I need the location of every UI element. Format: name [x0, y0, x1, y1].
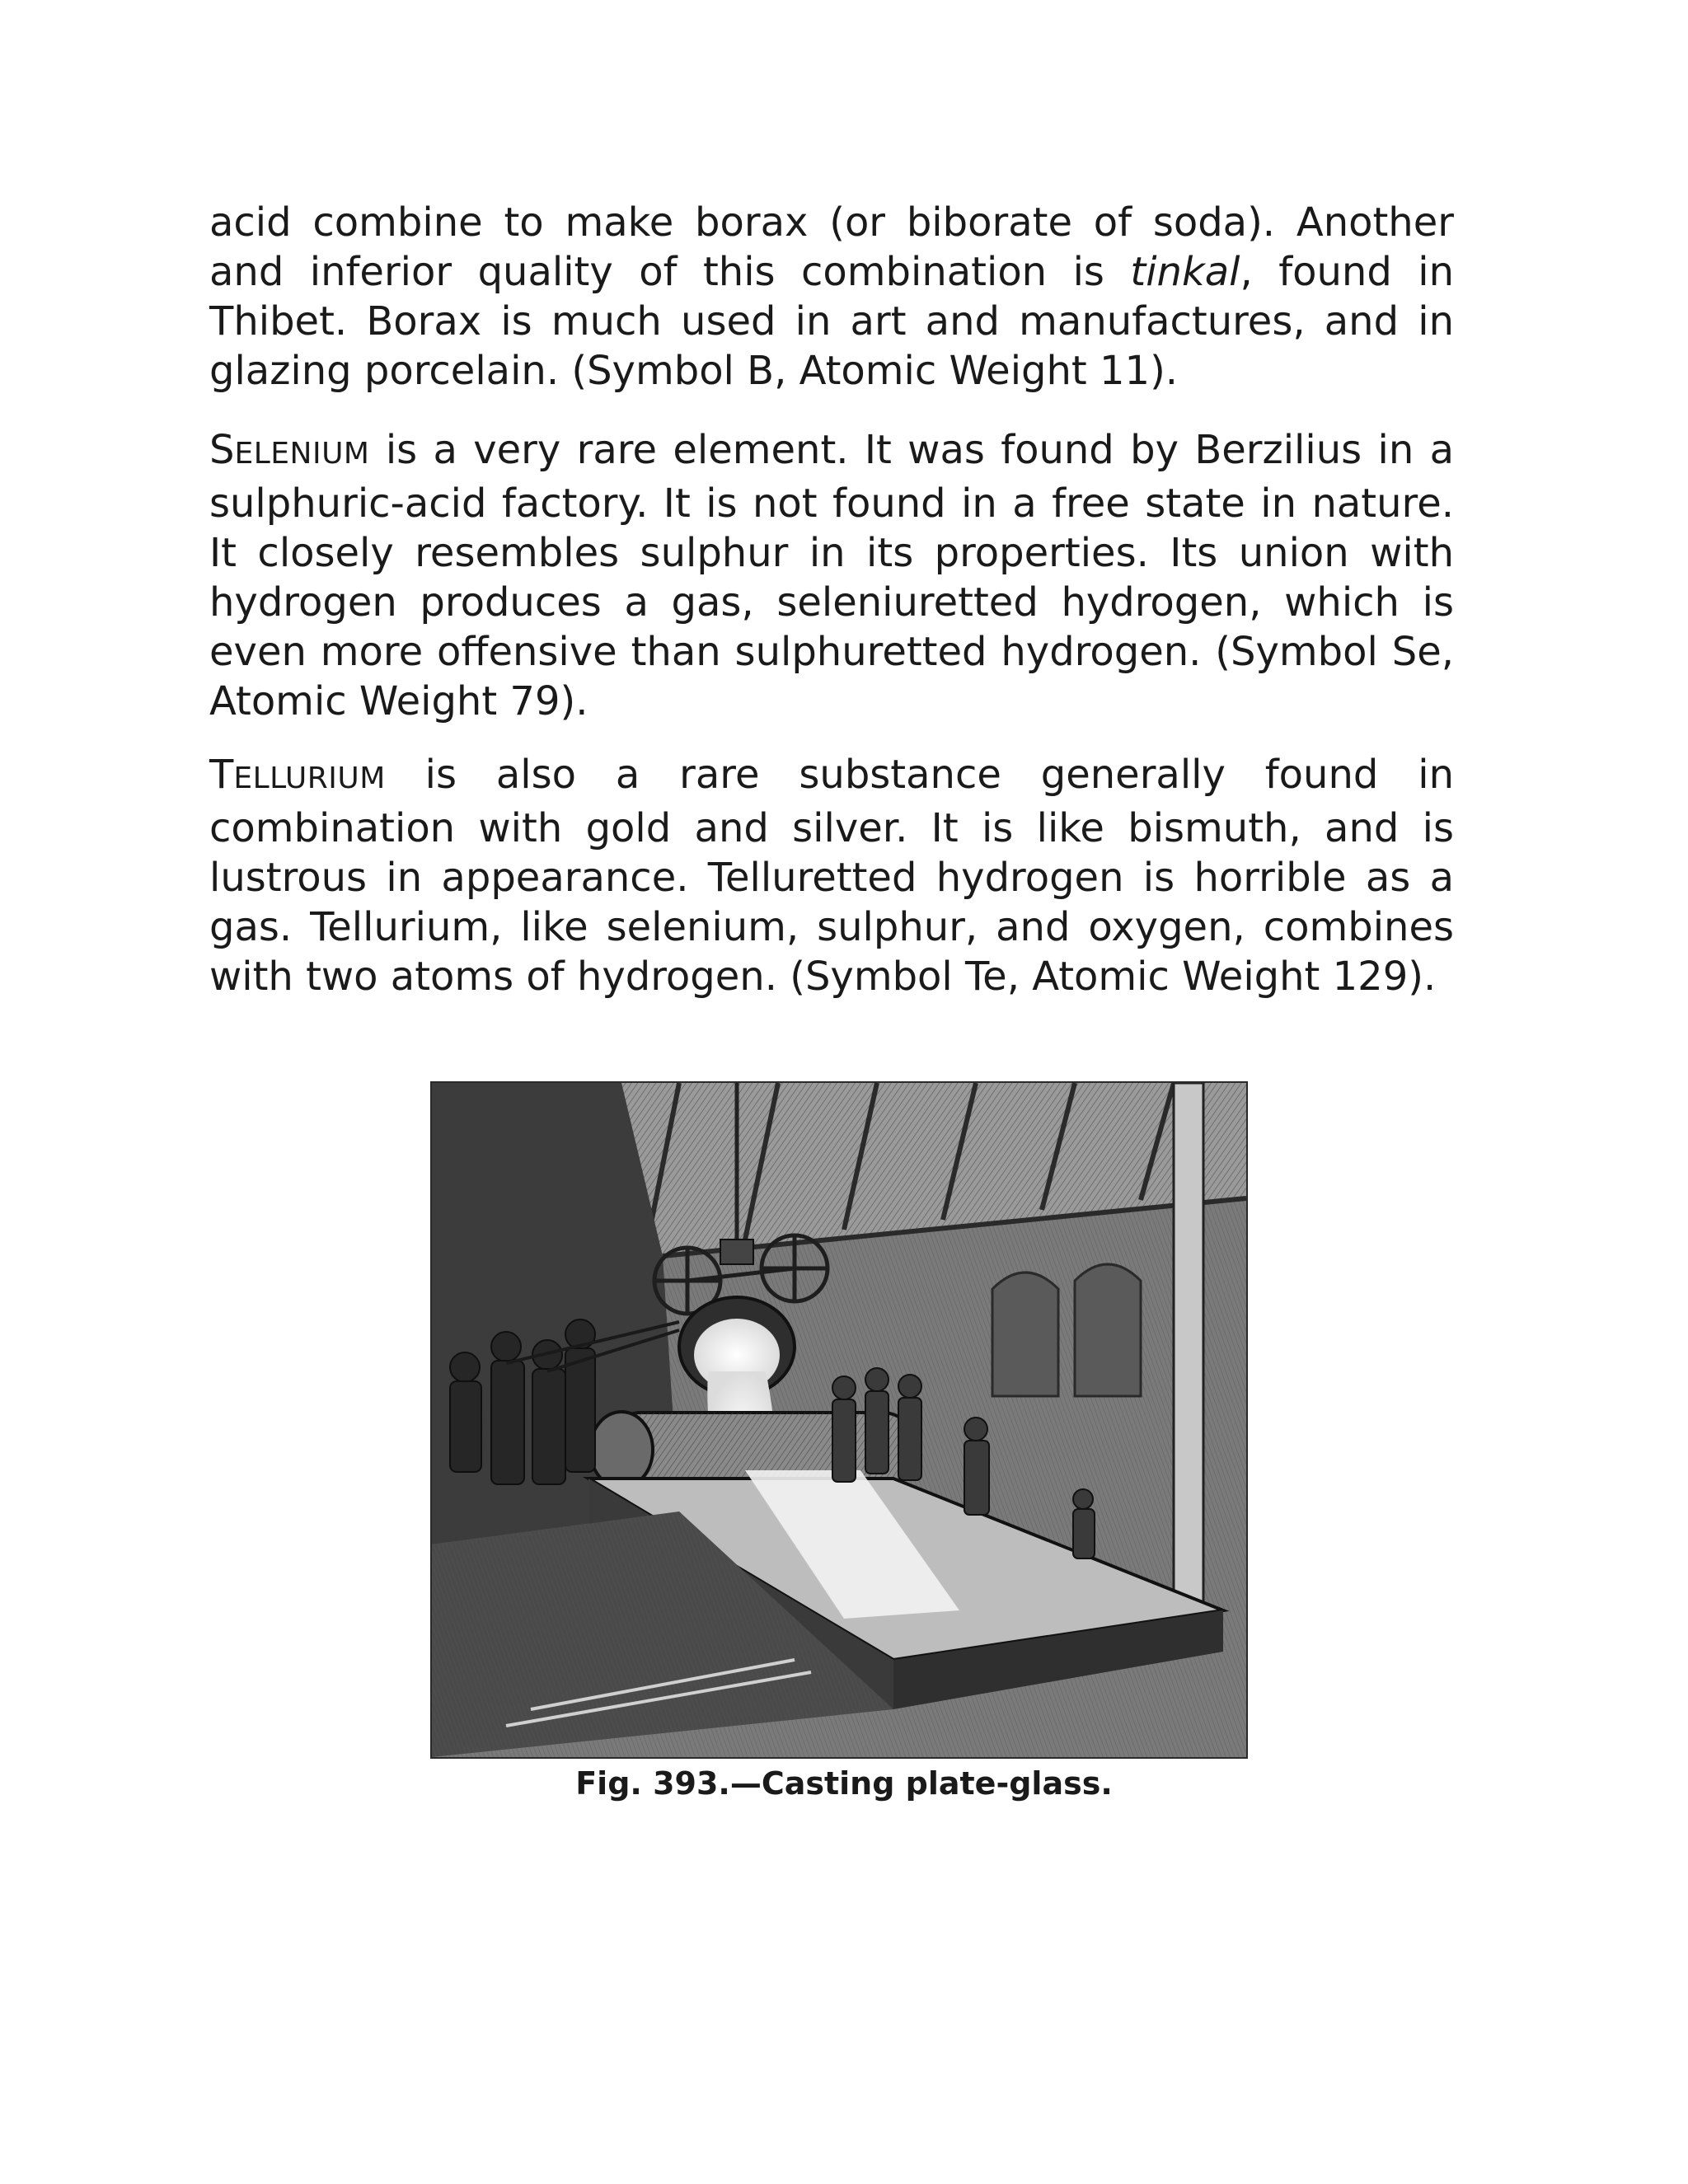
paragraph-borax-text-end: , found in Thibet. Borax is much used in art and manufactures, and in glazing porcelain. (Symbol B, Atomic Weight 11).: [209, 249, 1455, 394]
tellurium-heading-rest: ELLURIUM: [233, 762, 386, 795]
paragraph-selenium: [209, 425, 1454, 726]
selenium-heading-initial: S: [209, 427, 235, 473]
engraving-illustration: [432, 1083, 1246, 1757]
paragraph-tellurium: [209, 750, 1454, 1001]
selenium-body: is a very rare element. It was found by Berzilius in a sulphuric-acid factory. It is not found in a free state in nature. It closely resembles sulphur in its properties. Its union with hydrogen produces a gas, seleniuretted hydrogen, which is even more offensive than sulphuretted hydrogen. (Symbol Se, Atomic Weight 79).: [209, 427, 1454, 724]
tellurium-body: is also a rare substance generally found in combination with gold and silver. It is like bismuth, and is lustrous in appearance. Telluretted hydrogen is horrible as a gas. Tellurium, like selenium, sulphur, and oxygen, combines with two atoms of hydrogen. (Symbol Te, Atomic Weight 129).: [209, 752, 1454, 1000]
term-tinkal: tinkal: [1130, 249, 1240, 295]
engraving-casting-plate-glass: [430, 1081, 1248, 1759]
tellurium-heading-initial: T: [209, 752, 234, 798]
figure-caption: Fig. 393.—Casting plate-glass.: [575, 1765, 1113, 1802]
selenium-heading-rest: ELENIUM: [234, 437, 370, 471]
paragraph-borax: [209, 198, 1454, 396]
paragraph-borax-text-start: acid combine to make borax (or biborate of soda). Another and inferior quality of this combination is: [209, 199, 1454, 295]
